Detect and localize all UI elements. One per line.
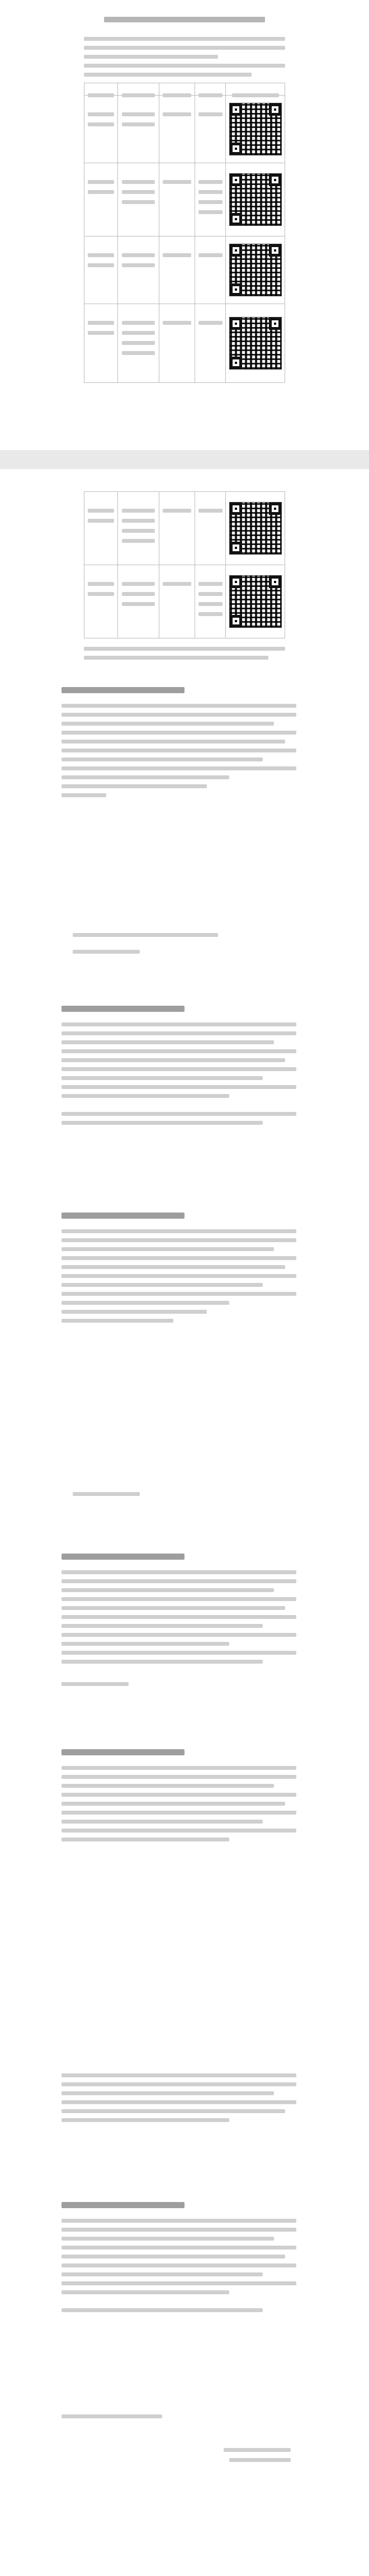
body-line bbox=[62, 2264, 296, 2267]
body-line bbox=[73, 933, 218, 937]
body-line bbox=[62, 1829, 296, 1832]
page-2 bbox=[0, 469, 369, 2576]
lecture-section-5 bbox=[0, 1749, 369, 2174]
body-line bbox=[62, 2281, 296, 2285]
body-line bbox=[62, 2118, 229, 2122]
body-line bbox=[62, 2082, 296, 2086]
lecture-heading bbox=[62, 1213, 184, 1219]
body-line bbox=[62, 1615, 296, 1619]
body-line bbox=[62, 2228, 296, 2232]
body-line bbox=[73, 950, 140, 954]
body-line bbox=[62, 1058, 285, 1062]
qr-code-image bbox=[229, 575, 282, 628]
body-line bbox=[62, 740, 285, 744]
table-row bbox=[84, 565, 285, 638]
lecture-heading bbox=[62, 1554, 184, 1560]
body-line bbox=[62, 2272, 263, 2276]
table-row bbox=[84, 304, 285, 383]
body-line bbox=[62, 1660, 263, 1664]
issuer-placeholder bbox=[224, 2448, 291, 2452]
lecture-section-6 bbox=[0, 2202, 369, 2370]
qr-code-image bbox=[229, 244, 282, 296]
body-line bbox=[62, 784, 207, 788]
body-line bbox=[62, 2100, 296, 2104]
qr-code-image bbox=[229, 103, 282, 155]
body-line bbox=[62, 793, 106, 797]
schedule-table-b bbox=[84, 491, 285, 638]
body-line bbox=[62, 1112, 296, 1116]
body-line bbox=[62, 704, 296, 708]
body-line bbox=[62, 1301, 229, 1305]
body-line bbox=[62, 1067, 296, 1071]
table-row bbox=[84, 163, 285, 236]
body-line bbox=[62, 766, 296, 770]
body-line bbox=[62, 1283, 263, 1287]
intro-line bbox=[84, 37, 285, 41]
intro-line bbox=[84, 73, 252, 77]
body-line bbox=[62, 1597, 296, 1601]
body-line bbox=[62, 1265, 285, 1269]
body-line bbox=[62, 1049, 296, 1053]
body-line bbox=[62, 1121, 263, 1125]
page-gap bbox=[0, 450, 369, 469]
body-line bbox=[62, 731, 296, 735]
contact-placeholder bbox=[62, 2414, 162, 2418]
body-line bbox=[62, 2255, 285, 2258]
page-1 bbox=[0, 0, 369, 450]
body-line bbox=[62, 1820, 263, 1824]
body-line bbox=[62, 1588, 274, 1592]
body-line bbox=[62, 1256, 296, 1260]
table-header-row bbox=[84, 83, 285, 96]
body-line bbox=[62, 1838, 229, 1841]
table-row bbox=[84, 236, 285, 304]
body-line bbox=[62, 2290, 229, 2294]
body-line bbox=[62, 1682, 129, 1686]
body-line bbox=[62, 2073, 296, 2077]
lecture-heading bbox=[62, 2202, 184, 2208]
body-line bbox=[62, 2308, 263, 2312]
body-line bbox=[62, 1570, 296, 1574]
lecture-heading bbox=[62, 1006, 184, 1012]
body-line bbox=[62, 1292, 296, 1296]
body-line bbox=[62, 1229, 296, 1233]
body-line bbox=[62, 713, 296, 717]
body-line bbox=[62, 1094, 229, 1098]
body-line bbox=[62, 1811, 296, 1815]
lecture-section-1 bbox=[0, 687, 369, 978]
body-line bbox=[62, 757, 263, 761]
body-line bbox=[62, 1766, 296, 1770]
qr-code-image bbox=[229, 317, 282, 370]
body-line bbox=[62, 1651, 296, 1655]
body-line bbox=[62, 1319, 173, 1323]
body-line bbox=[62, 1784, 274, 1788]
body-line bbox=[62, 2109, 285, 2113]
body-line bbox=[62, 2091, 274, 2095]
qr-code-image bbox=[229, 502, 282, 555]
body-line bbox=[62, 2219, 296, 2223]
title-placeholder bbox=[104, 17, 265, 22]
body-line bbox=[62, 1624, 263, 1628]
body-line bbox=[62, 1793, 296, 1797]
lecture-heading bbox=[62, 687, 184, 693]
lecture-heading bbox=[62, 1749, 184, 1755]
qr-code-image bbox=[229, 173, 282, 226]
body-line bbox=[62, 1238, 296, 1242]
body-line bbox=[62, 749, 296, 752]
body-line bbox=[62, 775, 229, 779]
lecture-section-2 bbox=[0, 1006, 369, 1185]
body-line bbox=[62, 1076, 263, 1080]
body-line bbox=[62, 2237, 274, 2241]
body-line bbox=[62, 1802, 285, 1806]
body-line bbox=[62, 1031, 296, 1035]
body-line bbox=[62, 722, 274, 726]
body-line bbox=[62, 1633, 296, 1637]
table-row bbox=[84, 96, 285, 163]
body-line bbox=[62, 1606, 285, 1610]
body-line bbox=[62, 1775, 296, 1779]
body-line bbox=[62, 1274, 296, 1278]
intro-line bbox=[84, 64, 285, 68]
body-line bbox=[73, 1492, 140, 1496]
note-line bbox=[84, 656, 268, 660]
body-line bbox=[62, 2246, 296, 2250]
body-line bbox=[62, 1579, 296, 1583]
schedule-table-a bbox=[84, 83, 285, 383]
lecture-section-3 bbox=[0, 1213, 369, 1526]
body-line bbox=[62, 1085, 296, 1089]
body-line bbox=[62, 1642, 229, 1646]
note-line bbox=[84, 647, 285, 651]
body-line bbox=[62, 1022, 296, 1026]
body-line bbox=[62, 1247, 274, 1251]
intro-line bbox=[84, 46, 285, 50]
table-row bbox=[84, 492, 285, 565]
intro-line bbox=[84, 55, 218, 59]
date-placeholder bbox=[229, 2458, 291, 2462]
body-line bbox=[62, 1310, 207, 1314]
lecture-section-4 bbox=[0, 1554, 369, 1721]
body-line bbox=[62, 1040, 274, 1044]
